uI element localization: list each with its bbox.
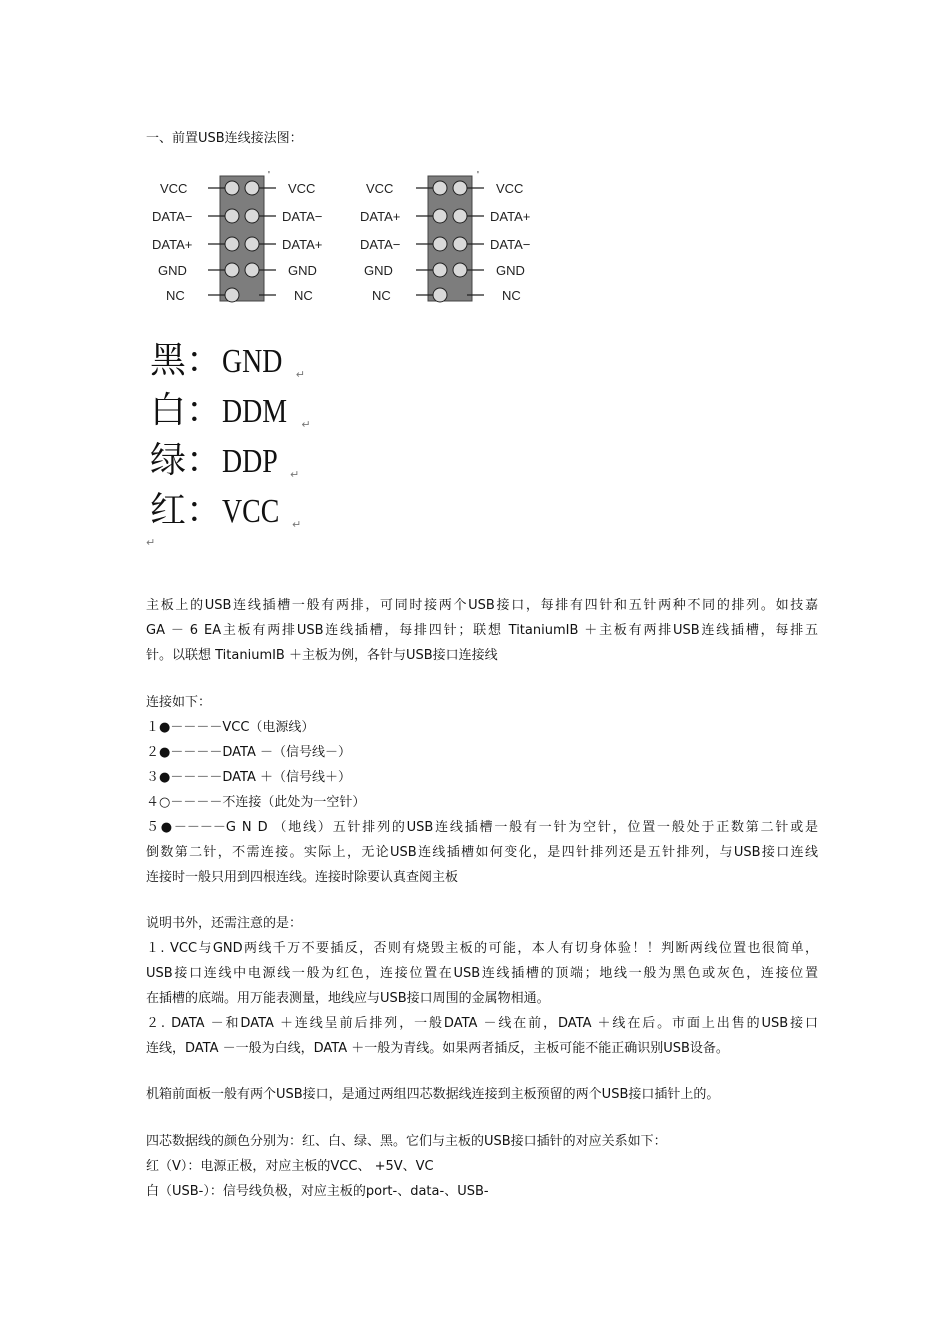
pin-label: NC: [166, 288, 185, 303]
pin: [245, 209, 259, 223]
text-line: 连线，DATA －一般为白线，DATA ＋一般为青线。如果两者插反，主板可能不能正确识别USB设备。: [146, 1041, 729, 1056]
pin: [225, 181, 239, 195]
wire-colors-paragraph: [146, 1129, 818, 1204]
pin: [433, 263, 447, 277]
pin: [433, 181, 447, 195]
pin: [433, 209, 447, 223]
pin-label: VCC: [366, 181, 394, 196]
text-line: ２. DATA －和DATA ＋连线呈前后排列，一般DATA －线在前，DATA ＋线在后。市面上出售的USB接口: [146, 1016, 818, 1031]
text-line: １. VCC与GND两线千万不要插反，否则有烧毁主板的可能，本人有切身体验！！判断两线位置也很简单，: [146, 941, 818, 956]
wire-color: 黑：: [150, 340, 223, 381]
text-line: 机箱前面板一般有两个USB接口，是通过两组四芯数据线连接到主板预留的两个USB接口插针上的。: [146, 1087, 720, 1102]
pin: [453, 237, 467, 251]
pin-label: DATA+: [360, 209, 401, 224]
return-mark: ↵: [290, 468, 300, 481]
pin: [433, 237, 447, 251]
connection-paragraph: [146, 690, 818, 890]
pin-label: DATA+: [490, 209, 531, 224]
pin: [453, 181, 467, 195]
text-line: 在插槽的底端。用万能表测量，地线应与USB接口周围的金属物相通。: [146, 991, 550, 1006]
text-line: GA － 6 EA主板有两排USB连线插槽，每排四针；联想 TitaniumIB ＋主板有两排USB连线插槽，每排五: [146, 623, 818, 638]
pin-label: DATA−: [152, 209, 193, 224]
wire-color: 白：: [150, 390, 223, 431]
return-mark: ↵: [295, 368, 305, 381]
text-line: 倒数第二针，不需连接。实际上，无论USB连线插槽如何变化，是四针排列还是五针排列，与USB接口连线: [146, 845, 818, 860]
intro-paragraph: [146, 593, 818, 668]
pin-label: DATA−: [282, 209, 323, 224]
color-map-row: [150, 386, 311, 436]
pin: [245, 263, 259, 277]
wire-color-mapping: [150, 336, 311, 536]
return-mark: ↵: [301, 418, 311, 431]
pin-label: GND: [158, 263, 187, 278]
text-line: ２●－－－－DATA －（信号线－）: [146, 745, 351, 760]
pin: [225, 263, 239, 277]
pin: [453, 209, 467, 223]
pin-label: GND: [364, 263, 393, 278]
wire-signal: DDP: [222, 443, 278, 480]
return-mark: ↵: [146, 536, 156, 549]
left-connector: [152, 170, 322, 303]
section-heading: 一、前置USB连线接法图：: [146, 131, 303, 146]
pin: [453, 263, 467, 277]
pin: [433, 288, 447, 302]
return-mark: ↵: [291, 518, 302, 531]
pin-label: VCC: [496, 181, 524, 196]
wire-color: 绿：: [150, 440, 223, 481]
text-line: 四芯数据线的颜色分别为：红、白、绿、黑。它们与主板的USB接口插针的对应关系如下：: [146, 1134, 667, 1149]
pin-label: DATA−: [490, 237, 531, 252]
pin: [225, 209, 239, 223]
color-map-row: [150, 336, 311, 386]
pin: [225, 288, 239, 302]
wire-signal: DDM: [222, 393, 288, 430]
text-line: 连接如下：: [146, 695, 212, 710]
color-map-row: [150, 436, 311, 486]
color-map-row: [150, 486, 311, 536]
connector-body: [220, 176, 264, 301]
wire-signal: VCC: [222, 493, 280, 530]
usb-header-pinout-diagram: [150, 168, 570, 318]
pin: [245, 237, 259, 251]
pin1-tick: ': [268, 170, 270, 181]
text-line: 红（V）：电源正极，对应主板的VCC、 +5V、VC: [146, 1159, 434, 1174]
pin-label: NC: [294, 288, 313, 303]
chassis-paragraph: [146, 1082, 818, 1107]
right-connector: [360, 170, 530, 303]
pin-label: NC: [502, 288, 521, 303]
pin-label: DATA+: [282, 237, 323, 252]
wire-color: 红：: [150, 490, 223, 531]
pin-label: DATA−: [360, 237, 401, 252]
pin: [225, 237, 239, 251]
pin: [245, 181, 259, 195]
text-line: 针。以联想 TitaniumIB ＋主板为例，各针与USB接口连接线: [146, 648, 498, 663]
text-line: 主板上的USB连线插槽一般有两排，可同时接两个USB接口，每排有四针和五针两种不同的排列。如技嘉: [146, 598, 818, 613]
text-line: 连接时一般只用到四根连线。连接时除要认真查阅主板: [146, 870, 459, 885]
text-line: １●－－－－VCC（电源线）: [146, 720, 315, 735]
pin-label: DATA+: [152, 237, 193, 252]
wire-signal: GND: [222, 343, 283, 380]
text-line: ４○－－－－不连接（此处为一空针）: [146, 795, 366, 810]
text-line: 说明书外，还需注意的是：: [146, 916, 303, 931]
notes-paragraph: [146, 911, 818, 1061]
pin-label: VCC: [288, 181, 316, 196]
connector-body: [428, 176, 472, 301]
pin1-tick: ': [477, 170, 479, 181]
text-line: 白（USB-）：信号线负极，对应主板的port-、data-、USB-: [146, 1184, 489, 1199]
pin-label: GND: [288, 263, 317, 278]
text-line: ５●－－－－G N D （地线）五针排列的USB连线插槽一般有一针为空针，位置一般处于正数第二针或是: [146, 820, 818, 835]
pin-label: GND: [496, 263, 525, 278]
text-line: ３●－－－－DATA ＋（信号线＋）: [146, 770, 351, 785]
pin-label: VCC: [160, 181, 188, 196]
pin-label: NC: [372, 288, 391, 303]
text-line: USB接口连线中电源线一般为红色，连接位置在USB连线插槽的顶端；地线一般为黑色或灰色，连接位置: [146, 966, 818, 981]
